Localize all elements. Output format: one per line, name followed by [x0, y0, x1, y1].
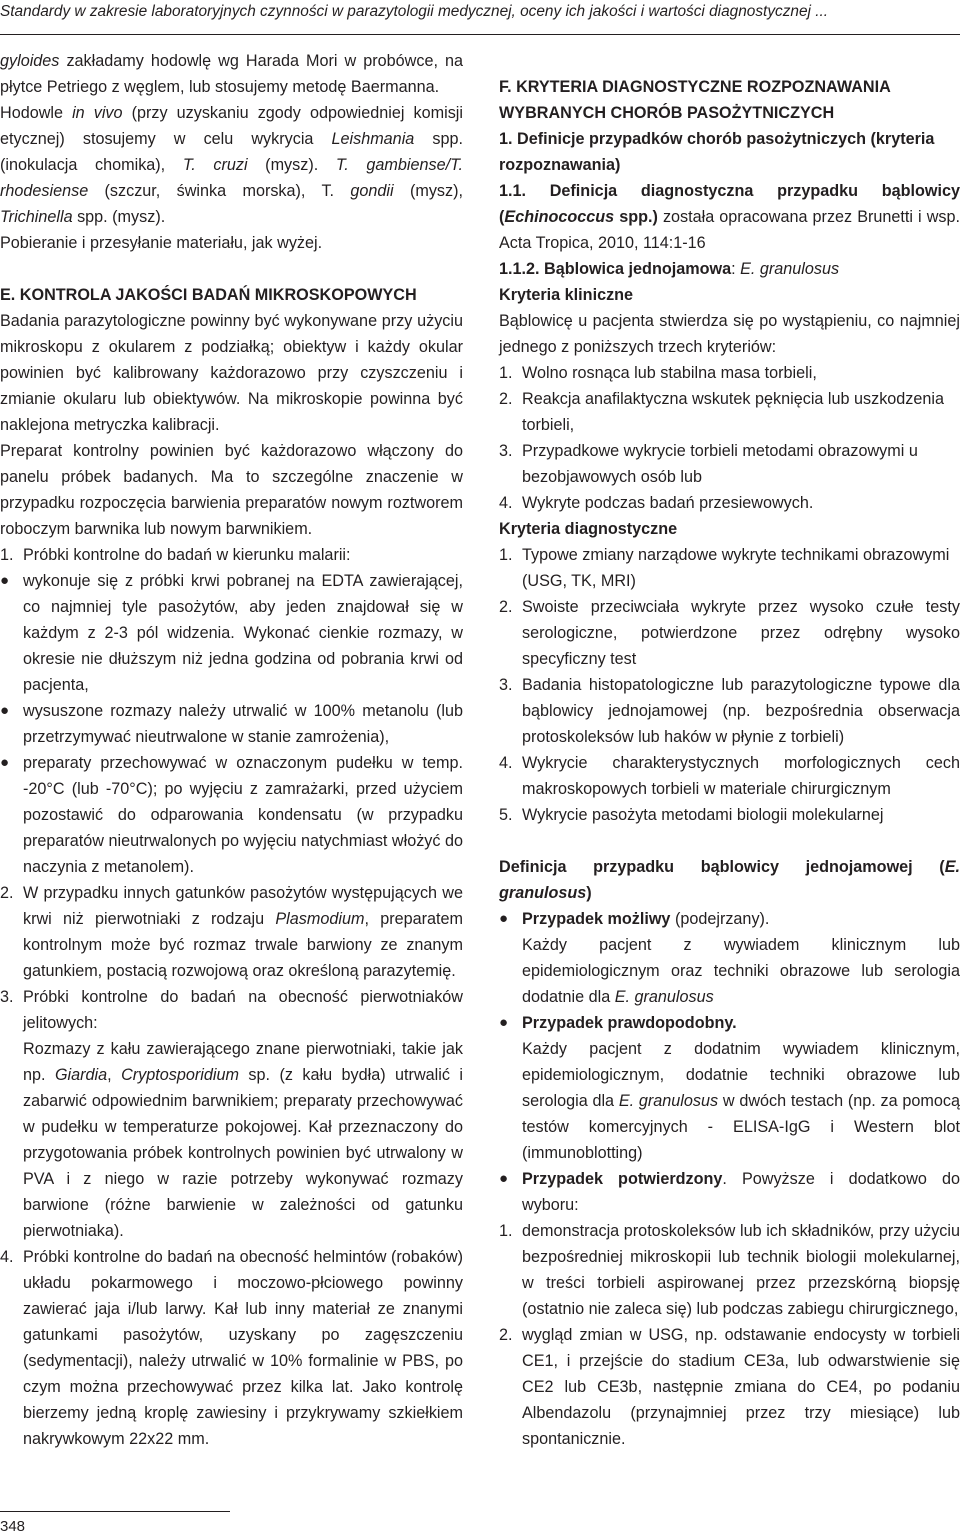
bullet-icon: ● [0, 754, 10, 771]
text: , preparatem kontrolnym może być rozmaz trwale barwiony ze znanym gatunkiem, postacią rozwojową oraz określoną parazytemię. [23, 910, 463, 980]
list-number: 4. [499, 494, 513, 512]
list-item-text: demonstracja protoskoleksów lub ich składników, przy użyciu bezpośredniej mikroskopii lub technik biologii molekularnej, w treści torbieli aspirowanej przez przezskórną biopsję (ostatnio nie zaleca się) lub podczas zabiegu chirurgicznego, [522, 1222, 960, 1318]
bullet-text: wykonuje się z próbki krwi pobranej na EDTA zawierającej, co najmniej tyle pasożytów, aby jeden znajdował się w każdym z 2-3 pól widzenia. Wykonać cienkie rozmazy, w okresie nie dłuższym niż jedna godzina od pobrania krwi od pacjenta, [23, 572, 463, 694]
italic-text: E. granulosus [618, 1092, 719, 1110]
bullet-item-probable [499, 1010, 960, 1036]
italic-text: E. granulosus [614, 988, 714, 1006]
bullet-item-possible [499, 906, 960, 932]
clinical-criteria-title: Kryteria kliniczne [499, 286, 634, 304]
header-rule [0, 34, 960, 35]
paragraph-sampling: Pobieranie i przesyłanie materiału, jak wyżej. [0, 234, 323, 252]
bold-text: ) [586, 884, 592, 902]
list-item-text: Próbki kontrolne do badań na obecność pierwotniaków jelitowych: [23, 988, 463, 1032]
right-column [499, 48, 960, 1452]
bold-text: Definicja przypadku bąblowicy jednojamowej ( [499, 858, 945, 876]
list-item [499, 802, 960, 828]
list-item [499, 386, 960, 438]
list-number: 2. [0, 884, 14, 902]
bullet-icon: ● [499, 1170, 509, 1187]
italic-text: T. cruzi [182, 156, 248, 174]
bullet-item-confirmed [499, 1166, 960, 1218]
italic-text: Plasmodium [275, 910, 365, 928]
italic-text: Cryptosporidium [121, 1066, 239, 1084]
text: Każdy pacjent z dodatnim wywiadem klinicznym, epidemiologicznym, dodatnie techniki obrazowe lub serologia dla [522, 1040, 960, 1110]
text: spp. (mysz). [72, 208, 166, 226]
list-number: 5. [499, 806, 513, 824]
list-item-3 [0, 984, 463, 1244]
bold-text: 1.1. Definicja diagnostyczna przypadku bąblowicy ( [499, 182, 960, 226]
text: (przy uzyskaniu zgody odpowiedniej komisji etycznej) stosujemy w celu wykrycia [0, 104, 463, 148]
text: zakładamy hodowlę wg Harada Mori w probówce, na płytce Petriego z węglem, lub stosujemy metodę Baermanna. [0, 52, 463, 96]
paragraph-in-vivo [0, 100, 463, 230]
text: (mysz), [393, 182, 463, 200]
list-item [499, 490, 960, 516]
italic-text: gyloides [0, 52, 60, 70]
text: . Powyższe i dodatkowo do wyboru: [522, 1170, 960, 1214]
italic-text: in vivo [72, 104, 123, 122]
list-number: 2. [499, 390, 513, 408]
bullet-icon: ● [499, 910, 509, 927]
list-item-text: Reakcja anafilaktyczna wskutek pęknięcia lub uszkodzenia torbieli, [522, 390, 945, 434]
bold-italic-text: Echinococcus [504, 208, 615, 226]
list-item-text: Typowe zmiany narządowe wykryte technikami obrazowymi (USG, TK, MRI) [522, 546, 950, 590]
list-item-text: Próbki kontrolne do badań w kierunku malarii: [23, 546, 351, 564]
list-number: 1. [499, 364, 513, 382]
paragraph-control-slide: Preparat kontrolny powinien być każdorazowo włączony do panelu próbek badanych. Ma to szczególne znaczenie w przypadku rozpoczęcia barwienia preparatów nowym roztworem roboczym barwnika lub nowym barwnikiem. [0, 442, 463, 538]
case-definition-title [499, 854, 960, 906]
text: Hodowle [0, 104, 73, 122]
clinical-criteria-intro: Bąblowicę u pacjenta stwierdza się po wystąpieniu, co najmniej jednego z poniższych trzech kryteriów: [499, 312, 960, 356]
bullet-item [0, 568, 463, 698]
probable-case-text [499, 1036, 960, 1166]
possible-case-text [499, 932, 960, 1010]
list-number: 3. [499, 442, 513, 460]
list-number: 3. [0, 988, 14, 1006]
list-item [499, 750, 960, 802]
list-item-detail [23, 1036, 463, 1244]
list-item-text: Wykryte podczas badań przesiewowych. [522, 494, 814, 512]
subheading-1: 1. Definicje przypadków chorób pasożytniczych (kryteria rozpoznawania) [499, 130, 935, 174]
list-number: 4. [0, 1248, 14, 1266]
list-number: 2. [499, 598, 513, 616]
text: W przypadku innych gatunków pasożytów występujących we krwi niż pierwotniaki z rodzaju [23, 884, 463, 928]
footer-rule [0, 1511, 230, 1512]
list-item-text: Przypadkowe wykrycie torbieli metodami obrazowymi u bezobjawowych osób lub [522, 442, 918, 486]
list-item-text: Wykrycie charakterystycznych morfologicznych cech makroskopowych torbieli w materiale chirurgicznym [522, 754, 960, 798]
diagnostic-criteria-title: Kryteria diagnostyczne [499, 520, 678, 538]
bullet-text: wysuszone rozmazy należy utrwalić w 100% metanolu (lub przetrzymywać nieutrwalone w stanie zamrożenia), [23, 702, 463, 746]
list-number: 2. [499, 1326, 513, 1344]
list-item [499, 360, 960, 386]
list-number: 3. [499, 676, 513, 694]
list-item-1 [0, 542, 463, 568]
list-item-text: Wykrycie pasożyta metodami biologii molekularnej [522, 806, 884, 824]
bold-text: 1.1.2. Bąblowica jednojamowa [499, 260, 732, 278]
section-heading-e: E. KONTROLA JAKOŚCI BADAŃ MIKROSKOPOWYCH [0, 286, 417, 304]
bold-text: Przypadek prawdopodobny. [522, 1014, 737, 1032]
paragraph-strongyloides [0, 48, 463, 100]
left-column [0, 48, 463, 1452]
list-item-text: Wolno rosnąca lub stabilna masa torbieli, [522, 364, 817, 382]
list-item-text: Swoiste przeciwciała wykryte przez wysoko czułe testy serologiczne, potwierdzone przez odrębny wysoko specyficzny test [522, 598, 960, 668]
list-number: 1. [0, 546, 14, 564]
text: , [107, 1066, 122, 1084]
text: w dwóch testach (np. za pomocą testów komercyjnych - ELISA-IgG i Western blot (immunoblotting) [522, 1092, 960, 1162]
subheading-1-1-2 [499, 256, 960, 282]
list-item-text: Próbki kontrolne do badań na obecność helmintów (robaków) układu pokarmowego i moczowo-płciowego powinny zawierać jaja i/lub larwy. Kał lub inny materiał ze znanymi gatunkami pasożytów, uzyskany po zagęszczeniu (sedymentacji), należy utrwalić w 10% formalinie w PBS, po czym można przechowywać przez kilka lat. Jako kontrolę bierzemy jedną kroplę zawiesiny i przykrywamy szkiełkiem nakrywkowym 22x22 mm. [23, 1248, 463, 1448]
bullet-icon: ● [0, 702, 10, 719]
text: (mysz). [247, 156, 336, 174]
text: Każdy pacjent z wywiadem klinicznym lub epidemiologicznym oraz techniki obrazowe lub serologia dodatnie dla [522, 936, 960, 1006]
italic-text: Giardia [54, 1066, 108, 1084]
bold-text: Przypadek możliwy [522, 910, 671, 928]
italic-text: Leishmania [331, 130, 415, 148]
list-item [499, 438, 960, 490]
text: spp. (inokulacja chomika), [0, 130, 463, 174]
bold-text: spp.) [614, 208, 658, 226]
text: sp. (z kału bydła) utrwalić i zabarwić odpowiednim barwnikiem; preparaty przechowywać w pudełku w temperaturze pokojowej. Kał przeznaczony do przygotowania próbek kontrolnych powinien być utrwalony w PVA i z niego w razie potrzeby wykonywać rozmazy barwione (różne barwienie w zależności od gatunku pierwotniaka). [23, 1066, 463, 1240]
list-item [499, 1322, 960, 1452]
bold-text: Przypadek potwierdzony [522, 1170, 723, 1188]
list-item-2 [0, 880, 463, 984]
section-heading-f: F. KRYTERIA DIAGNOSTYCZNE ROZPOZNAWANIA WYBRANYCH CHORÓB PASOŻYTNICZYCH [499, 78, 891, 122]
text: (szczur, świnka morska), T. [88, 182, 351, 200]
list-item-text: Badania histopatologiczne lub parazytologiczne typowe dla bąblowicy jednojamowej (np. bezpośrednia obserwacja protoskoleksów lub haków w płynie z torbieli) [522, 676, 960, 746]
bullet-item [0, 750, 463, 880]
list-item [499, 1218, 960, 1322]
list-item-4 [0, 1244, 463, 1452]
list-number: 4. [499, 754, 513, 772]
list-item-text: wygląd zmian w USG, np. odstawanie endocysty w torbieli CE1, i przejście do stadium CE3a, lub odwarstwienie się CE2 lub CE3b, następnie zmiana do CE4, po podaniu Albendazolu (przynajmniej przez trzy miesiące) lub spontanicznie. [522, 1326, 960, 1448]
bullet-text: preparaty przechowywać w oznaczonym pudełku w temp. -20°C (lub -70°C); po wyjęciu z zamrażarki, przed użyciem pozostawić do odparowania kondensatu (w przypadku preparatów nieutrwalonych po wyjęciu natychmiast włożyć do naczynia z metanolem). [23, 754, 463, 876]
italic-text: gondii [350, 182, 394, 200]
text: została opracowana przez Brunetti i wsp. Acta Tropica, 2010, 114:1-16 [499, 208, 960, 252]
running-header: Standardy w zakresie laboratoryjnych czynności w parazytologii medycznej, oceny ich jakości i wartości diagnostycznej ... [0, 3, 829, 20]
text: Rozmazy z kału zawierającego znane pierwotniaki, takie jak np. [23, 1040, 463, 1084]
page-number: 348 [0, 1518, 26, 1535]
list-item [499, 672, 960, 750]
italic-text: E. granulosus [740, 260, 840, 278]
bullet-item [0, 698, 463, 750]
bullet-icon: ● [499, 1014, 509, 1031]
italic-text: T. gambiense/T. rhodesiense [0, 156, 463, 200]
list-item [499, 542, 960, 594]
bold-italic-text: E. granulosus [499, 858, 960, 902]
list-item [499, 594, 960, 672]
italic-text: Trichinella [0, 208, 73, 226]
list-number: 1. [499, 546, 513, 564]
bullet-icon: ● [0, 572, 10, 589]
list-number: 1. [499, 1222, 513, 1240]
subheading-1-1 [499, 178, 960, 256]
paragraph-microscopy: Badania parazytologiczne powinny być wykonywane przy użyciu mikroskopu z okularem z podziałką; obiektyw i każdy okular powinien być kalibrowany każdorazowo przy czyszczeniu i zmianie okularu lub obiektywów. Na mikroskopie powinna być naklejona metryczka kalibracji. [0, 312, 463, 434]
text: : [731, 260, 741, 278]
text: (podejrzany). [670, 910, 770, 928]
